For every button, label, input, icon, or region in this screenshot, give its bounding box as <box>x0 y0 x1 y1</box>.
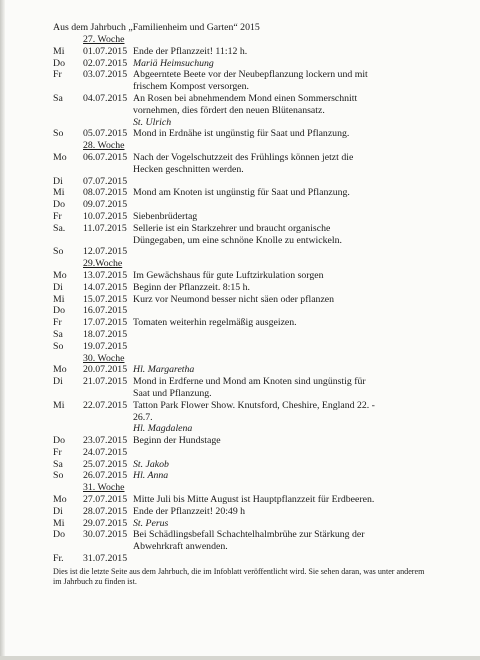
weekday: So <box>53 128 64 140</box>
date: 02.07.2015 <box>83 57 128 69</box>
date: 06.07.2015 <box>83 151 128 163</box>
calendar-row <box>53 423 415 435</box>
week-heading <box>53 258 415 270</box>
entry-line: Mond in Erdferne und Mond am Knoten sind ungünstig für <box>133 376 366 388</box>
date: 27.07.2015 <box>83 494 128 506</box>
entry-text <box>133 305 415 317</box>
calendar-row <box>53 93 415 117</box>
entry-line: Tomaten weiterhin regelmäßig ausgeizen. <box>133 317 297 329</box>
weekday: Mi <box>53 45 65 57</box>
date: 25.07.2015 <box>83 458 128 470</box>
calendar-row <box>53 152 415 176</box>
date: 21.07.2015 <box>83 376 128 388</box>
date: 10.07.2015 <box>83 210 128 222</box>
weekday: Mo <box>53 269 67 281</box>
entry-text <box>133 553 415 565</box>
calendar-row <box>53 199 415 211</box>
entry-text <box>133 529 415 553</box>
entry-line: Bei Schädlingsbefall Schachtelhalmbrühe zur Stärkung der <box>133 529 365 541</box>
entry-line <box>133 199 415 211</box>
entry-line <box>133 553 415 565</box>
page-edge-shadow <box>0 0 5 660</box>
entry-text <box>133 270 415 282</box>
calendar-row <box>53 529 415 553</box>
date: 14.07.2015 <box>83 281 128 293</box>
date: 08.07.2015 <box>83 187 128 199</box>
weekday: Mi <box>53 293 65 305</box>
date: 16.07.2015 <box>83 305 128 317</box>
weekday: So <box>53 246 64 258</box>
entry-line <box>133 447 415 459</box>
entry-line: Ende der Pflanzzeit! 11:12 h. <box>133 45 248 57</box>
entry-line <box>133 341 415 353</box>
entry-text <box>133 93 415 117</box>
date: 04.07.2015 <box>83 92 128 104</box>
entry-line: Mitte Juli bis Mitte August ist Hauptpflanzzeit für Erdbeeren. <box>133 494 375 506</box>
entry-text <box>133 317 415 329</box>
entry-text <box>133 117 415 129</box>
week-heading <box>53 482 415 494</box>
weekday: Mo <box>53 151 67 163</box>
calendar-row <box>53 282 415 294</box>
day-spacer <box>53 353 83 365</box>
entry-text <box>133 294 415 306</box>
date: 01.07.2015 <box>83 45 128 57</box>
entry-text <box>133 435 415 447</box>
weekday: Di <box>53 505 63 517</box>
entry-line: Ende der Pflanzzeit! 20:49 h <box>133 505 246 517</box>
entry-text <box>133 341 415 353</box>
entry-line <box>133 246 415 258</box>
calendar-row <box>53 376 415 400</box>
entry-line: Mond in Erdnähe ist ungünstig für Saat und Pflanzung. <box>133 128 350 140</box>
entry-text <box>133 128 415 140</box>
weekday: Di <box>53 175 63 187</box>
entry-text <box>133 152 415 176</box>
weekday: Fr <box>53 317 62 329</box>
day-spacer <box>53 140 83 152</box>
week-heading <box>53 34 415 46</box>
weekday: Do <box>53 305 65 317</box>
entry-text <box>133 58 415 70</box>
calendar-row <box>53 46 415 58</box>
calendar-row <box>53 341 415 353</box>
calendar-row <box>53 117 415 129</box>
entry-line: Hl. Margaretha <box>133 364 195 376</box>
week-label: 29.Woche <box>83 258 123 270</box>
weekday: Mo <box>53 364 67 376</box>
calendar-row <box>53 494 415 506</box>
weekday: So <box>53 340 64 352</box>
date: 13.07.2015 <box>83 269 128 281</box>
calendar-row <box>53 447 415 459</box>
date: 17.07.2015 <box>83 317 128 329</box>
entry-line: Siebenbrüdertag <box>133 210 198 222</box>
entry-text <box>133 187 415 199</box>
date: 24.07.2015 <box>83 446 128 458</box>
entry-spacer <box>133 353 415 365</box>
calendar-row <box>53 459 415 471</box>
entry-line: Düngegaben, um eine schnöne Knolle zu entwickeln. <box>133 234 342 246</box>
weekday: So <box>53 470 64 482</box>
entry-line: frischem Kompost versorgen. <box>133 81 249 93</box>
entry-line: Sellerie ist ein Starkzehrer und braucht organische <box>133 222 331 234</box>
entry-text <box>133 282 415 294</box>
weekday: Do <box>53 529 65 541</box>
document-title: Aus dem Jahrbuch „Familienheim und Garten“ 2015 <box>53 22 260 33</box>
weekday: Do <box>53 199 65 211</box>
entry-line: Mariä Heimsuchung <box>133 57 214 69</box>
weekday: Fr. <box>53 553 64 565</box>
entry-text <box>133 176 415 188</box>
entry-line: Hecken geschnitten werden. <box>133 163 244 175</box>
calendar-row <box>53 294 415 306</box>
calendar-row <box>53 518 415 530</box>
date: 22.07.2015 <box>83 399 128 411</box>
entry-line: St. Ulrich <box>133 116 172 128</box>
week-label: 30. Woche <box>83 352 125 364</box>
entry-line: An Rosen bei abnehmendem Mond einen Sommerschnitt <box>133 92 358 104</box>
date: 26.07.2015 <box>83 470 128 482</box>
calendar-row <box>53 317 415 329</box>
calendar-row <box>53 435 415 447</box>
calendar-row <box>53 246 415 258</box>
weekday: Mi <box>53 399 65 411</box>
week-heading <box>53 140 415 152</box>
date: 29.07.2015 <box>83 517 128 529</box>
date: 12.07.2015 <box>83 246 128 258</box>
calendar-row <box>53 270 415 282</box>
footer-note: Dies ist die letzte Seite aus dem Jahrbuch, die im Infoblatt veröffentlicht wird. Sie sehen daran, was unter anderem im Jahrbuch zu finden ist. <box>53 566 425 587</box>
entry-text <box>133 46 415 58</box>
calendar-row <box>53 364 415 376</box>
calendar-row <box>53 400 415 424</box>
weekday: Mi <box>53 187 65 199</box>
weekday: Sa <box>53 92 63 104</box>
date: 18.07.2015 <box>83 328 128 340</box>
entry-line <box>133 305 415 317</box>
weekday: Di <box>53 376 63 388</box>
entry-text <box>133 246 415 258</box>
date: 31.07.2015 <box>83 553 128 565</box>
date: 30.07.2015 <box>83 529 128 541</box>
entry-line: Hl. Magdalena <box>133 423 193 435</box>
entry-text <box>133 494 415 506</box>
entry-line: Nach der Vogelschutzzeit des Frühlings können jetzt die <box>133 151 354 163</box>
date: 03.07.2015 <box>83 69 128 81</box>
entry-text <box>133 423 415 435</box>
entry-line <box>133 329 415 341</box>
weekday: Sa <box>53 458 63 470</box>
entry-line: St. Jakob <box>133 458 169 470</box>
date: 15.07.2015 <box>83 293 128 305</box>
entry-line: Hl. Anna <box>133 470 169 482</box>
entry-text <box>133 329 415 341</box>
week-label: 28. Woche <box>83 140 125 152</box>
entry-spacer <box>133 34 415 46</box>
entry-line: Beginn der Hundstage <box>133 435 221 447</box>
page-bottom-edge <box>0 656 480 660</box>
weekday: Mi <box>53 517 65 529</box>
calendar-row <box>53 470 415 482</box>
entry-text <box>133 211 415 223</box>
day-spacer <box>53 34 83 46</box>
entry-text <box>133 199 415 211</box>
calendar-row <box>53 211 415 223</box>
weekday: Fr <box>53 446 62 458</box>
weekday: Mo <box>53 494 67 506</box>
week-label: 27. Woche <box>83 34 125 45</box>
date: 11.07.2015 <box>83 222 127 234</box>
calendar-document <box>53 22 425 596</box>
week-label: 31. Woche <box>83 482 125 494</box>
weekday: Sa. <box>53 222 66 234</box>
date <box>83 117 133 129</box>
entry-text <box>133 459 415 471</box>
date <box>83 423 133 435</box>
entry-text <box>133 400 415 424</box>
entry-text <box>133 223 415 247</box>
weekday: Fr <box>53 69 62 81</box>
date: 09.07.2015 <box>83 199 128 211</box>
entry-spacer <box>133 482 415 494</box>
calendar-row <box>53 69 415 93</box>
date: 23.07.2015 <box>83 435 128 447</box>
day-spacer <box>53 258 83 270</box>
entry-line: St. Perus <box>133 517 169 529</box>
date: 07.07.2015 <box>83 175 128 187</box>
entry-line: Abgeerntete Beete vor der Neubepflanzung lockern und mit <box>133 69 368 81</box>
entry-text <box>133 518 415 530</box>
entry-line: vornehmen, dies fördert den neuen Blütenansatz. <box>133 104 325 116</box>
entry-line <box>133 176 415 188</box>
calendar-row <box>53 553 415 565</box>
weekday: Di <box>53 281 63 293</box>
day-spacer <box>53 482 83 494</box>
entry-line: Kurz vor Neumond besser nicht säen oder pflanzen <box>133 293 335 305</box>
calendar-row <box>53 506 415 518</box>
entry-text <box>133 447 415 459</box>
date: 20.07.2015 <box>83 364 128 376</box>
entry-text <box>133 376 415 400</box>
weekday <box>53 423 83 435</box>
entry-line: Saat und Pflanzung. <box>133 387 212 399</box>
entry-line: Abwehrkraft anwenden. <box>133 541 228 553</box>
entry-spacer <box>133 258 415 270</box>
entry-text <box>133 364 415 376</box>
week-heading <box>53 353 415 365</box>
entry-spacer <box>133 140 415 152</box>
weekday: Do <box>53 57 65 69</box>
calendar-row <box>53 305 415 317</box>
entry-line: 26.7. <box>133 411 153 423</box>
calendar-row <box>53 223 415 247</box>
calendar-row <box>53 58 415 70</box>
calendar-row <box>53 187 415 199</box>
entry-line: Beginn der Pflanzzeit. 8:15 h. <box>133 281 250 293</box>
entry-text <box>133 69 415 93</box>
weekday: Sa <box>53 328 63 340</box>
entry-line: Tatton Park Flower Show. Knutsford, Cheshire, England 22. - <box>133 399 375 411</box>
calendar-row <box>53 176 415 188</box>
calendar-entries <box>53 34 415 565</box>
date: 05.07.2015 <box>83 128 128 140</box>
calendar-row <box>53 128 415 140</box>
entry-line: Im Gewächshaus für gute Luftzirkulation sorgen <box>133 269 324 281</box>
date: 19.07.2015 <box>83 340 128 352</box>
entry-text <box>133 506 415 518</box>
weekday: Do <box>53 435 65 447</box>
entry-text <box>133 470 415 482</box>
date: 28.07.2015 <box>83 505 128 517</box>
weekday <box>53 117 83 129</box>
entry-line: Mond am Knoten ist ungünstig für Saat und Pflanzung. <box>133 187 350 199</box>
weekday: Fr <box>53 210 62 222</box>
calendar-row <box>53 329 415 341</box>
